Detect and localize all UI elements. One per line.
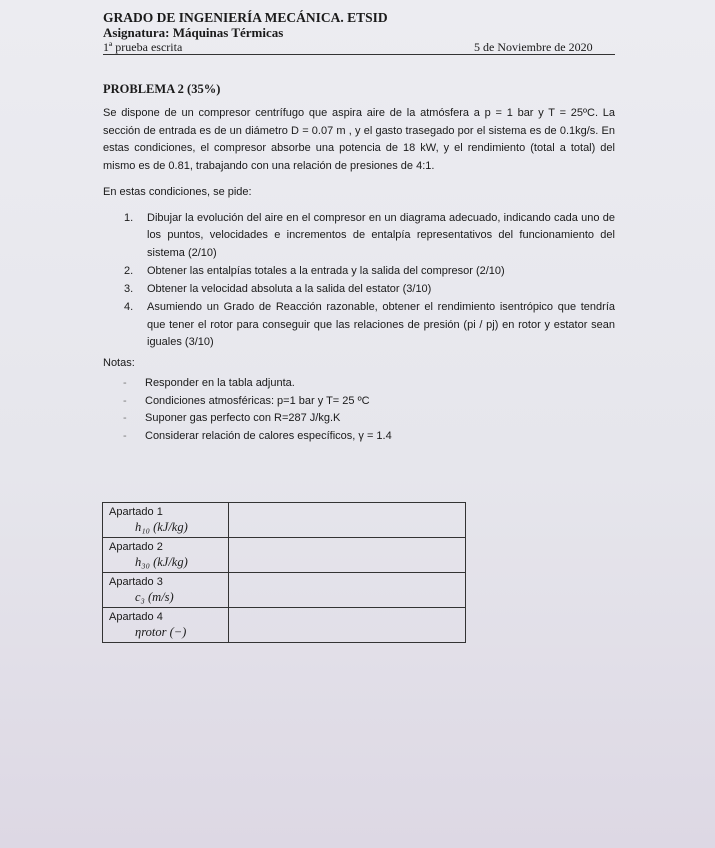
question-number: 4. xyxy=(124,301,134,314)
notes-title: Notas: xyxy=(103,357,135,369)
row-label: Apartado 2 xyxy=(109,541,163,553)
list-item xyxy=(123,375,392,393)
bullet-icon: - xyxy=(123,377,127,389)
row-symbol: c₃ (m/s) xyxy=(135,590,174,604)
row-label-cell xyxy=(103,573,229,608)
bullet-icon: - xyxy=(123,429,127,442)
row-label: Apartado 4 xyxy=(109,611,163,623)
row-label: Apartado 3 xyxy=(109,576,163,588)
question-text: Obtener las entalpías totales a la entrada y la salida del compresor (2/10) xyxy=(147,264,505,277)
question-number: 1. xyxy=(124,212,134,224)
row-label-cell xyxy=(103,608,229,643)
list-item xyxy=(118,299,615,351)
list-item xyxy=(118,210,615,262)
answer-table xyxy=(102,502,466,643)
table-row xyxy=(103,538,466,573)
list-item xyxy=(123,410,392,428)
table-row xyxy=(103,573,466,608)
row-label-cell xyxy=(103,503,229,538)
answer-cell[interactable] xyxy=(229,573,466,608)
question-list xyxy=(118,210,615,352)
list-item xyxy=(123,428,392,446)
row-symbol: h₃₀ (kJ/kg) xyxy=(135,555,188,569)
row-label: Apartado 1 xyxy=(109,506,163,518)
answer-cell[interactable] xyxy=(229,503,466,538)
table-row xyxy=(103,503,466,538)
row-symbol: ηrotor (−) xyxy=(135,625,187,639)
note-text: Suponer gas perfecto con R=287 J/kg.K xyxy=(145,412,341,424)
question-number: 2. xyxy=(124,264,134,277)
row-label-cell xyxy=(103,538,229,573)
note-text: Considerar relación de calores específicos, γ = 1.4 xyxy=(145,429,392,442)
table-row xyxy=(103,608,466,643)
note-text: Responder en la tabla adjunta. xyxy=(145,377,295,389)
bullet-icon: - xyxy=(123,394,127,407)
question-text: Dibujar la evolución del aire en el compresor en un diagrama adecuado, indicando cada uno de los puntos, velocidades e incrementos de entalpía representativos del funcionamiento del sistema (2/10) xyxy=(147,212,615,259)
degree-title: GRADO DE INGENIERÍA MECÁNICA. ETSID xyxy=(103,10,388,25)
exam-date: 5 de Noviembre de 2020 xyxy=(474,40,593,54)
list-item xyxy=(118,281,615,298)
list-item xyxy=(118,263,615,280)
question-text: Obtener la velocidad absoluta a la salida del estator (3/10) xyxy=(147,283,432,296)
list-item xyxy=(123,393,392,411)
note-text: Condiciones atmosféricas: p=1 bar y T= 25 ºC xyxy=(145,394,370,407)
exam-label: 1ª prueba escrita xyxy=(103,40,183,54)
problem-statement: Se dispone de un compresor centrífugo que aspira aire de la atmósfera a p = 1 bar y T = 25ºC. La sección de entrada es de un diámetro D = 0.07 m , y el gasto trasegado por el sistema es de 0.1kg/s. En estas condiciones, el compresor absorbe una potencia de 18 kW, y el rendimiento (total a total) del mismo es de 0.81, trabajando con una relación de presiones de 4:1. xyxy=(103,107,615,172)
answer-cell[interactable] xyxy=(229,608,466,643)
answer-cell[interactable] xyxy=(229,538,466,573)
bullet-icon: - xyxy=(123,412,127,424)
subject-title: Asignatura: Máquinas Térmicas xyxy=(103,25,284,40)
problem-title: PROBLEMA 2 (35%) xyxy=(103,82,221,96)
notes-list xyxy=(123,375,392,445)
header-divider xyxy=(103,54,615,55)
row-symbol: h₁₀ (kJ/kg) xyxy=(135,520,188,534)
problem-intro: En estas condiciones, se pide: xyxy=(103,186,252,198)
question-text: Asumiendo un Grado de Reacción razonable, obtener el rendimiento isentrópico que tendría que tener el rotor para conseguir que las relaciones de presión (pi / pj) en rotor y estator sean iguales (3/10) xyxy=(147,301,615,349)
question-number: 3. xyxy=(124,283,134,296)
